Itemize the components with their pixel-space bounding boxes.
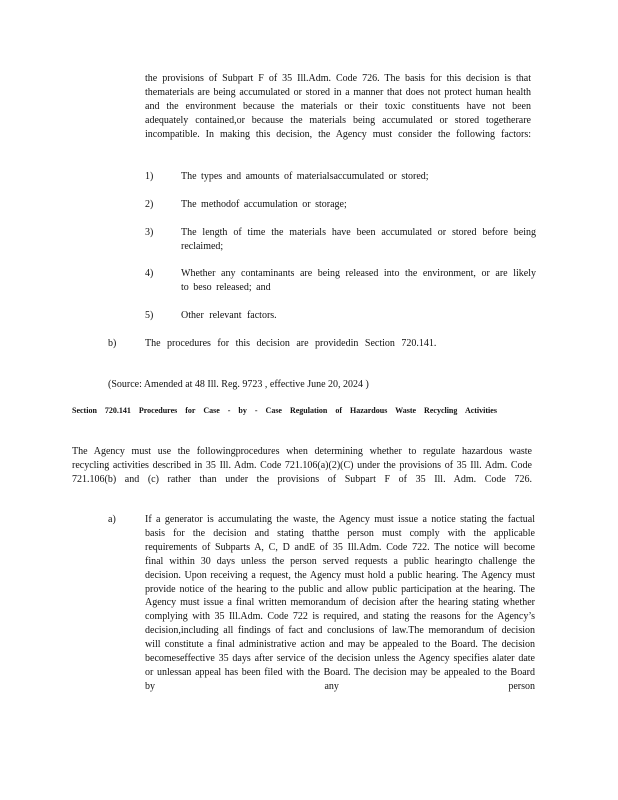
subsection-a-letter: a) — [108, 514, 116, 525]
subsection-a-text: If a generator is accumulating the waste, the Agency must issue a notice stating the factual basis for the decision and stating thatthe person must comply with the applicable requirements of Subparts A, C, D andE of 35 Ill.Adm. Code 722. The notice will become final within 30 days unless the person served requests a public hearingto challenge the decision. Upon receiving a request, the Agency must hold a public hearing. The Agency must provide notice of the hearing to the public and allow public participation at the hearing. The Agency must issue a final written memorandum of decision after the hearing stating whether complying with 35 Ill.Adm. Code 722 is required, and stating the reasons for the Agency’s decision,including all findings of fact and conclusions of law.The memorandum of decision will constitute a final administrative action and may be appealed to the Board. The decision becomeseffective 35 days after service of the decision unless the Agency specifies alater date or unlessan appeal has been filed with the Board. The decision may be appealed to the Board by any person — [145, 514, 535, 692]
factor-text: Other relevant factors. — [181, 310, 277, 321]
factor-number: 4) — [145, 268, 154, 279]
factor-text: The length of time the materials have been accumulated or stored before being reclaimed; — [181, 227, 536, 252]
factor-text: The methodof accumulation or storage; — [181, 199, 347, 210]
subsection-b-text: The procedures for this decision are providedin Section 720.141. — [145, 338, 437, 349]
source-note: (Source: Amended at 48 Ill. Reg. 9723 , effective June 20, 2024 ) — [108, 379, 369, 390]
top-paragraph: the provisions of Subpart F of 35 Ill.Adm. Code 726. The basis for this decision is that thematerials are being accumulated or stored in a manner that does not protect human health and the environment because the materials or their toxic constituents have not been adequately contained,or because the materials being accumulated or stored togetherare incompatible. In making this decision, the Agency must consider the following factors: — [145, 73, 531, 140]
factor-number: 2) — [145, 199, 154, 210]
factor-number: 5) — [145, 310, 154, 321]
factor-number: 3) — [145, 227, 154, 238]
section-heading: Section 720.141 Procedures for Case - by - Case Regulation of Hazardous Waste Recycling Activities — [72, 406, 497, 415]
subsection-b-letter: b) — [108, 338, 117, 349]
factor-text: The types and amounts of materialsaccumulated or stored; — [181, 171, 429, 182]
factor-number: 1) — [145, 171, 154, 182]
intro-paragraph: The Agency must use the followingprocedures when determining whether to regulate hazardous waste recycling activities described in 35 Ill. Adm. Code 721.106(a)(2)(C) under the provisions of 35 Ill. Adm. Code 721.106(b) and (c) rather than under the provisions of Subpart F of 35 Ill. Adm. Code 726. — [72, 446, 532, 485]
factor-text: Whether any contaminants are being released into the environment, or are likely to beso released; and — [181, 268, 536, 293]
